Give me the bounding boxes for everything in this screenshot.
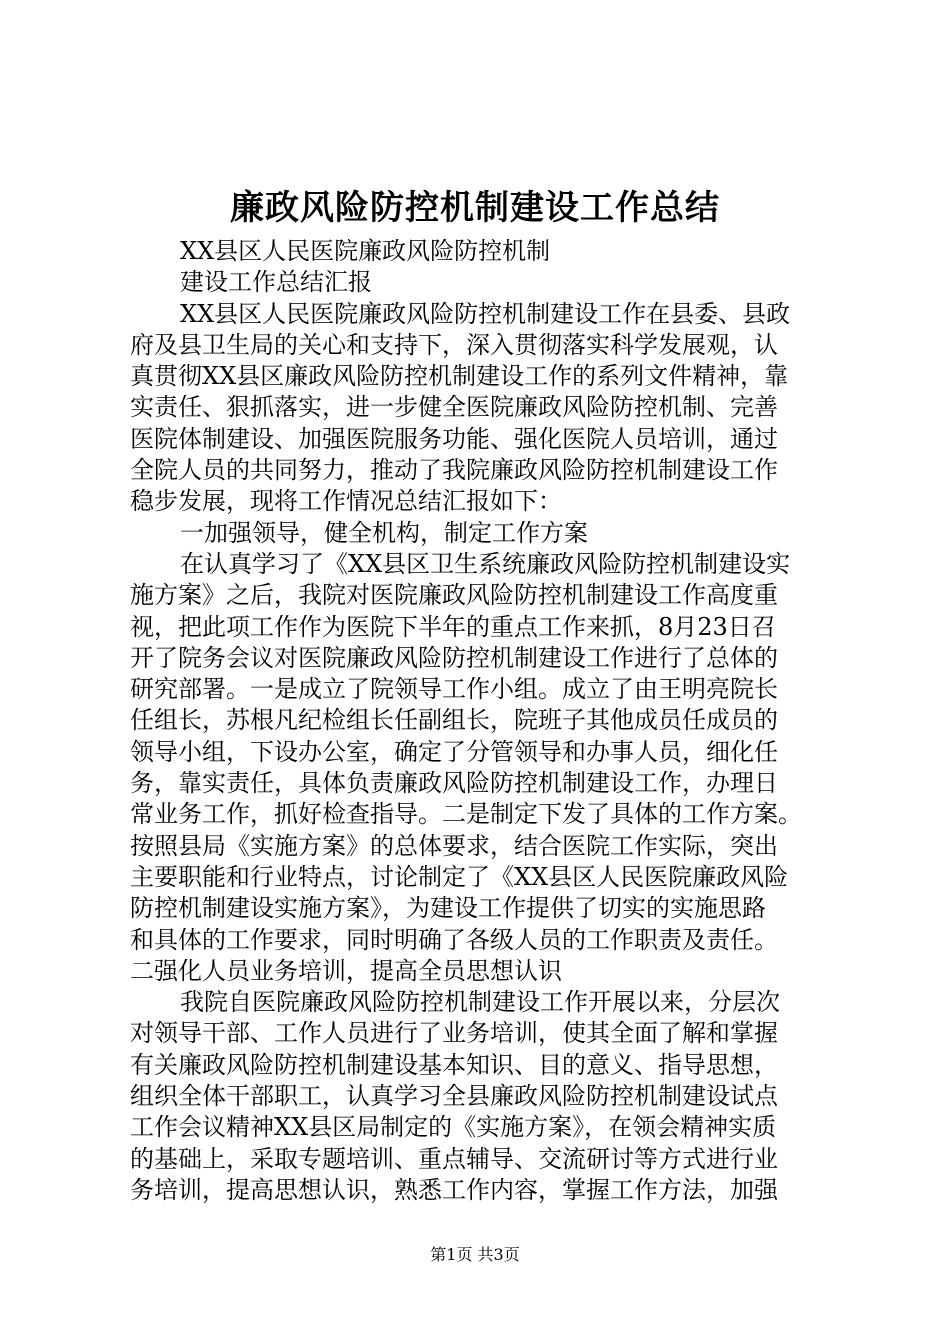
text-line: 工作会议精神XX县区局制定的《实施方案》，在领会精神实质 — [130, 1113, 777, 1142]
text-line: XX县区人民医院廉政风险防控机制建设工作在县委、县政 — [180, 299, 791, 328]
text-line: 务，靠实责任，具体负责廉政风险防控机制建设工作，办理日 — [130, 769, 778, 798]
text-line: 务培训，提高思想认识，熟悉工作内容，掌握工作方法，加强 — [130, 1175, 778, 1204]
text-line: 领导小组，下设办公室，确定了分管领导和办事人员，细化任 — [130, 737, 778, 766]
text-line: 视，把此项工作作为医院下半年的重点工作来抓，8月23日召 — [130, 612, 776, 641]
text-line: 施方案》之后，我院对医院廉政风险防控机制建设工作高度重 — [130, 581, 778, 610]
text-line: 开了院务会议对医院廉政风险防控机制建设工作进行了总体的 — [130, 643, 778, 672]
text-line: 建设工作总结汇报 — [180, 268, 372, 297]
text-line: 组织全体干部职工，认真学习全县廉政风险防控机制建设试点 — [130, 1082, 778, 1111]
text-line: 按照县局《实施方案》的总体要求，结合医院工作实际，突出 — [130, 831, 778, 860]
text-line: 任组长，苏根凡纪检组长任副组长，院班子其他成员任成员的 — [130, 706, 778, 735]
text-line: 真贯彻XX县区廉政风险防控机制建设工作的系列文件精神，靠 — [130, 362, 789, 391]
text-line: 主要职能和行业特点，讨论制定了《XX县区人民医院廉政风险 — [130, 862, 789, 891]
text-line: 稳步发展，现将工作情况总结汇报如下： — [130, 487, 562, 516]
text-line: 对领导干部、工作人员进行了业务培训，使其全面了解和掌握 — [130, 1019, 778, 1048]
document-body — [130, 236, 830, 1206]
text-line: 全院人员的共同努力，推动了我院廉政风险防控机制建设工作 — [130, 456, 778, 485]
text-line: 一加强领导，健全机构，制定工作方案 — [180, 518, 588, 547]
text-line: 常业务工作，抓好检查指导。二是制定下发了具体的工作方案。 — [130, 800, 802, 829]
text-line: 我院自医院廉政风险防控机制建设工作开展以来，分层次 — [180, 988, 780, 1017]
text-line: 的基础上，采取专题培训、重点辅导、交流研讨等方式进行业 — [130, 1144, 778, 1173]
text-line: 府及县卫生局的关心和支持下，深入贯彻落实科学发展观，认 — [130, 330, 778, 359]
text-line: 二强化人员业务培训，提高全员思想认识 — [130, 956, 562, 985]
text-line: 实责任、狠抓落实，进一步健全医院廉政风险防控机制、完善 — [130, 393, 778, 422]
text-line: 在认真学习了《XX县区卫生系统廉政风险防控机制建设实 — [180, 549, 791, 578]
text-line: 医院体制建设、加强医院服务功能、强化医院人员培训，通过 — [130, 424, 778, 453]
text-line: 研究部署。一是成立了院领导工作小组。成立了由王明亮院长 — [130, 675, 778, 704]
text-line: XX县区人民医院廉政风险防控机制 — [180, 237, 551, 265]
text-line: 防控机制建设实施方案》，为建设工作提供了切实的实施思路 — [130, 894, 766, 923]
text-line: 和具体的工作要求，同时明确了各级人员的工作职责及责任。 — [130, 925, 778, 954]
document-title: 廉政风险防控机制建设工作总结 — [230, 188, 720, 228]
text-line: 有关廉政风险防控机制建设基本知识、目的意义、指导思想， — [130, 1050, 778, 1079]
page-footer: 第1页 共3页 — [430, 1245, 520, 1264]
